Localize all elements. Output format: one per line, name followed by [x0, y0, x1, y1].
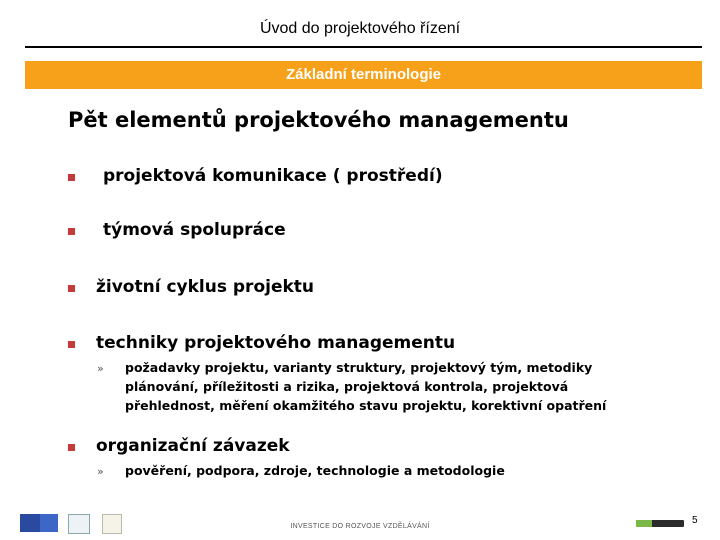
list-item: organizační závazek	[96, 436, 290, 456]
bullet-marker	[68, 341, 75, 348]
slide-title: Pět elementů projektového managementu	[68, 108, 569, 132]
footer-slogan: INVESTICE DO ROZVOJE VZDĚLÁVÁNÍ	[290, 523, 430, 530]
list-item: životní cyklus projektu	[96, 277, 315, 297]
presentation-title: Úvod do projektového řízení	[259, 20, 461, 37]
page-number: 5	[692, 515, 698, 526]
section-banner: Základní terminologie	[25, 61, 702, 89]
list-item: projektová komunikace ( prostředí)	[103, 166, 443, 186]
sub-bullet-marker: »	[97, 465, 104, 478]
sub-list-item: požadavky projektu, varianty struktury, projektový tým, metodiky plánování, příležitosti a rizika, projektová kontrola, projektová přehlednost, měření okamžitého stavu projektu, korektivní opatření	[125, 360, 607, 413]
list-item: techniky projektového managementu	[96, 333, 456, 353]
bullet-marker	[68, 444, 75, 451]
bullet-marker	[68, 174, 75, 181]
list-item: týmová spolupráce	[103, 220, 286, 240]
bullet-marker	[68, 228, 75, 235]
brand-logo-accent	[636, 520, 652, 527]
sub-bullet-marker: »	[97, 362, 104, 375]
bullet-marker	[68, 285, 75, 292]
sub-list-item: pověření, podpora, zdroje, technologie a metodologie	[125, 463, 505, 478]
